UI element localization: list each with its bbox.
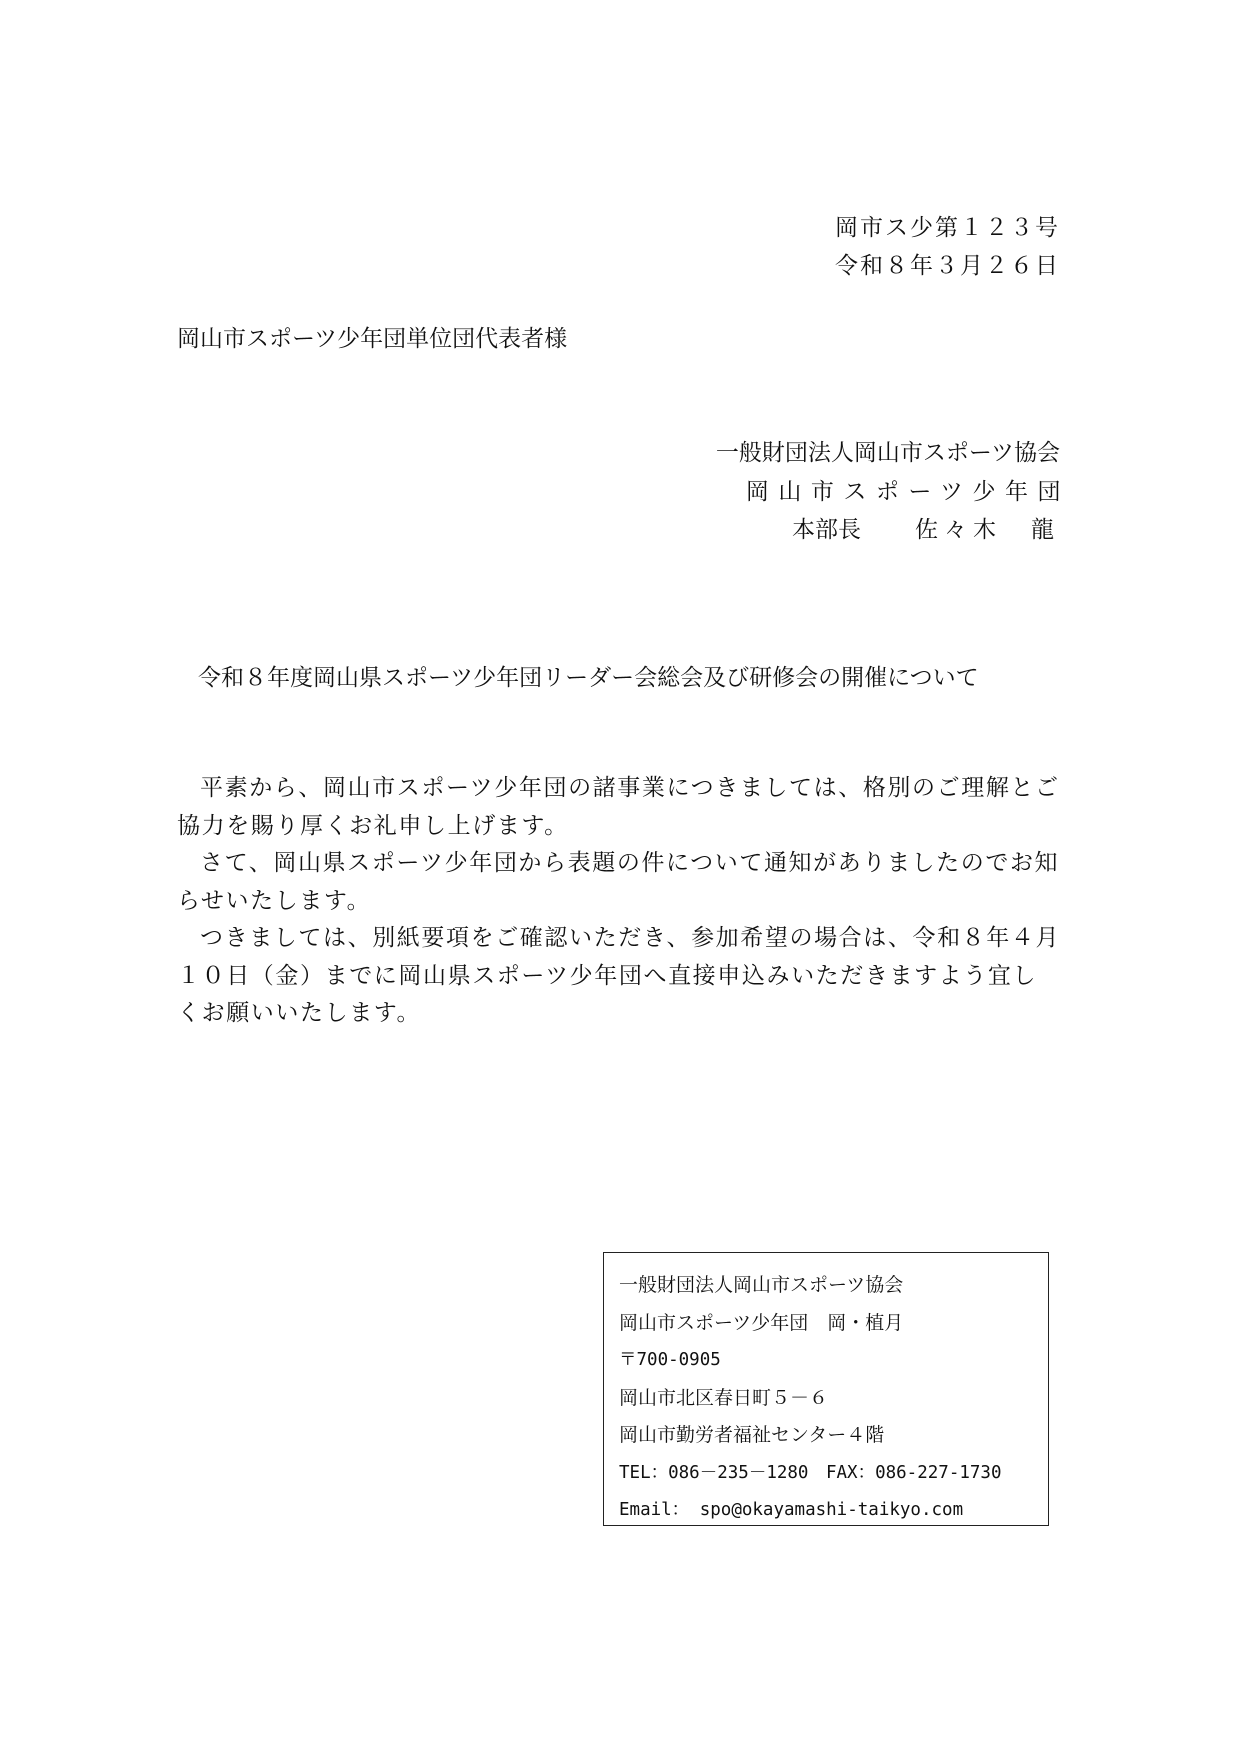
contact-phone-fax: TEL：086－235－1280 FAX：086-227-1730: [619, 1462, 1002, 1483]
sender-head: [792, 514, 1060, 546]
body-text: [177, 770, 1061, 1033]
contact-postal-code: 〒700-0905: [619, 1350, 721, 1370]
recipient: 岡山市スポーツ少年団単位団代表者様: [177, 326, 568, 352]
body-paragraph-1: 平素から、岡山市スポーツ少年団の諸事業につきましては、格別のご理解とご協力を賜り厚くお礼申し上げます。: [177, 775, 1060, 839]
contact-organization: 一般財団法人岡山市スポーツ協会: [619, 1274, 904, 1296]
contact-group-staff: 岡山市スポーツ少年団 岡・植月: [619, 1311, 904, 1334]
document-date: 令和８年３月２６日: [835, 253, 1060, 279]
contact-address: 岡山市北区春日町５－６: [619, 1386, 829, 1409]
contact-box: [603, 1252, 1049, 1526]
body-paragraph-3: つきましては、別紙要項をご確認いただき、参加希望の場合は、令和８年４月１０日（金）までに岡山県スポーツ少年団へ直接申込みいただきますよう宜しくお願いいたします。: [177, 925, 1061, 1026]
contact-email: Email： spo@okayamashi-taikyo.com: [619, 1500, 964, 1520]
sender-organization: 一般財団法人岡山市スポーツ協会: [715, 440, 1060, 466]
sender-head-title: 本部長: [792, 517, 861, 543]
body-paragraph-2: さて、岡山県スポーツ少年団から表題の件について通知がありましたのでお知らせいたします。: [177, 850, 1060, 914]
sender-group: 岡山市スポーツ少年団: [745, 479, 1070, 505]
sender-head-name: 佐々木 龍: [915, 517, 1060, 543]
contact-building: 岡山市勤労者福祉センター４階: [619, 1424, 885, 1446]
subject-line: 令和８年度岡山県スポーツ少年団リーダー会総会及び研修会の開催について: [198, 665, 979, 691]
document-number: 岡市ス少第１２３号: [835, 215, 1060, 241]
